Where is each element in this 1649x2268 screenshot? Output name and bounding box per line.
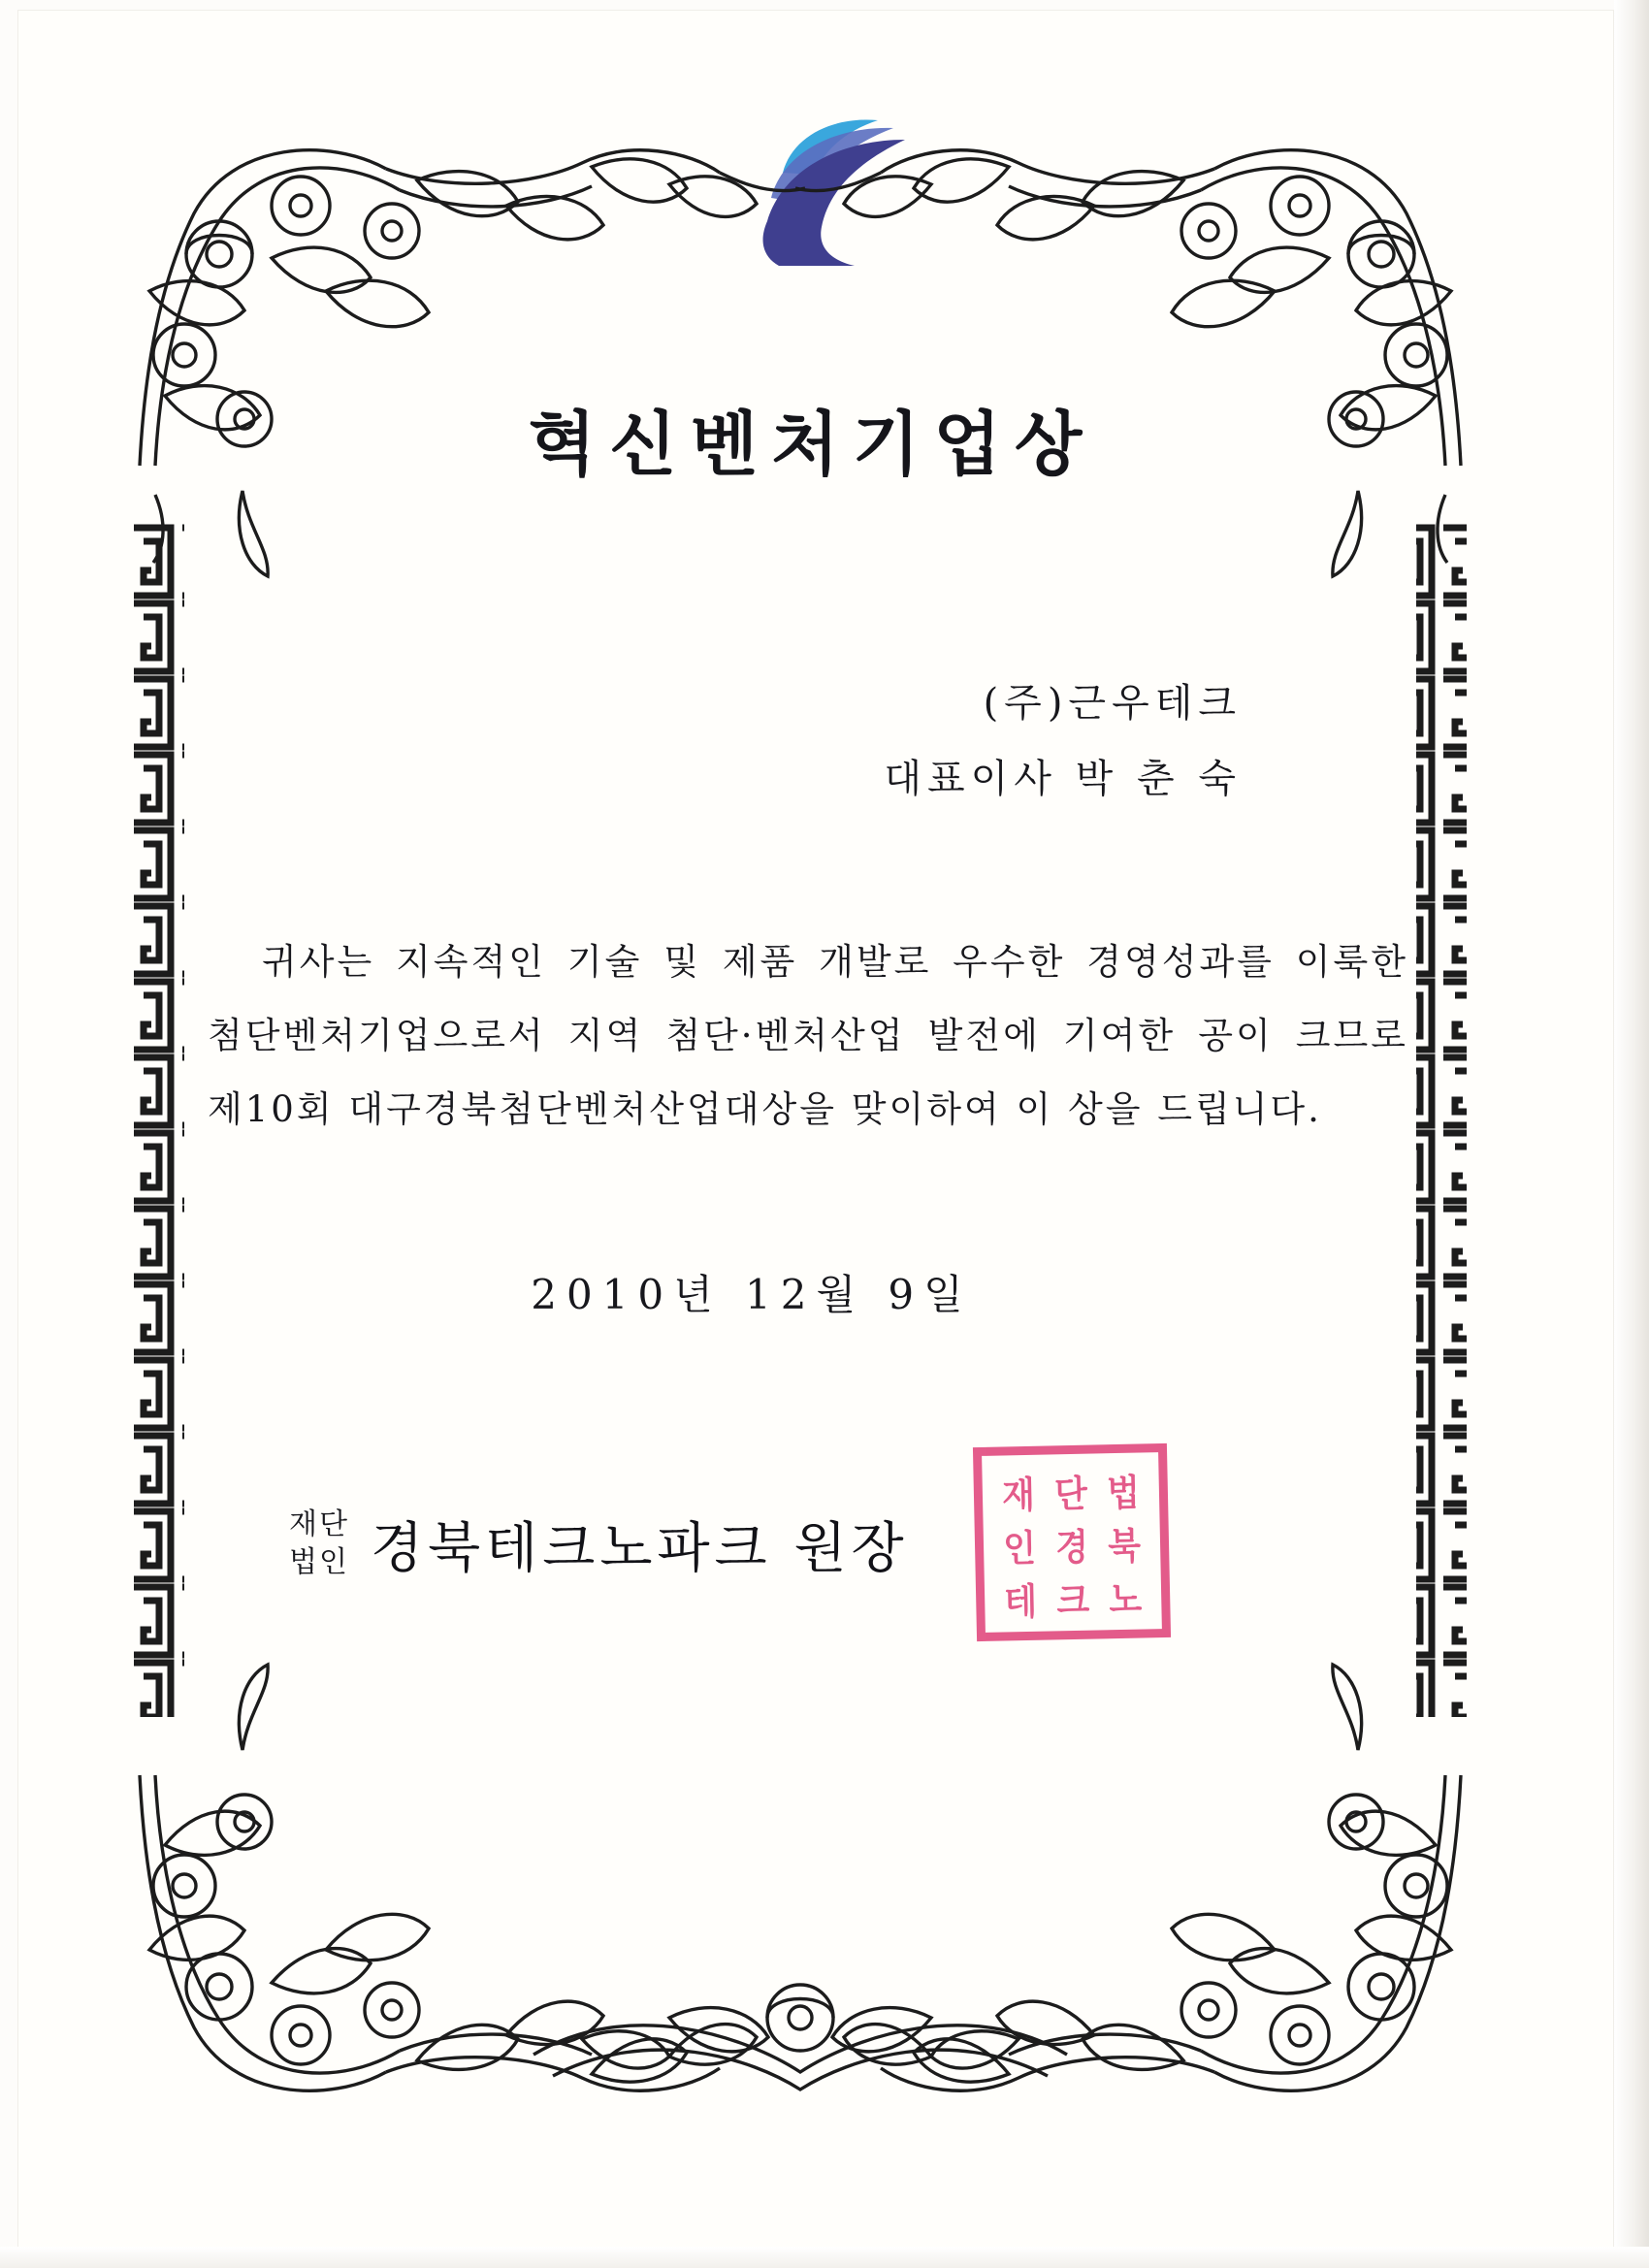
seal-char: 법 <box>1106 1470 1141 1514</box>
page-title: 혁신벤처기업상 <box>528 403 1096 485</box>
seal-char: 북 <box>1107 1523 1142 1568</box>
organization-name: 경북테크노파크 원장 <box>370 1516 909 1580</box>
citation-body-text: 귀사는 지속적인 기술 및 제품 개발로 우수한 경영성과를 이룩한 첨단벤처기업으로서 지역 첨단·벤처산업 발전에 기여한 공이 크므로 제10회 대구경북첨단벤처산업대상을 맞이하여 이 상을 드립니다. <box>208 941 1408 1130</box>
organization-prefix-line1: 재단 <box>289 1507 349 1542</box>
recipient-officer: 대표이사 박 춘 숙 <box>884 757 1242 801</box>
issue-date: 2010년 12월 9일 <box>531 1270 973 1318</box>
official-red-seal <box>973 1442 1171 1640</box>
organization-prefix <box>289 1507 349 1581</box>
certificate-content <box>184 291 1426 1979</box>
signature-block <box>184 1470 1426 1623</box>
scan-edge-bottom <box>0 2247 1649 2268</box>
seal-char: 경 <box>1054 1524 1089 1569</box>
seal-character-grid <box>991 1462 1151 1622</box>
seal-char: 재 <box>1001 1472 1036 1517</box>
seal-char: 크 <box>1055 1577 1090 1622</box>
seal-char: 인 <box>1002 1525 1037 1571</box>
recipient-block <box>184 673 1426 809</box>
organization-prefix-line2: 법인 <box>289 1544 349 1579</box>
seal-char: 단 <box>1053 1471 1088 1515</box>
scan-edge-right <box>1614 0 1649 2268</box>
seal-char: 노 <box>1108 1576 1143 1621</box>
seal-char: 테 <box>1003 1578 1038 1623</box>
recipient-company: (주)근우테크 <box>983 681 1242 726</box>
